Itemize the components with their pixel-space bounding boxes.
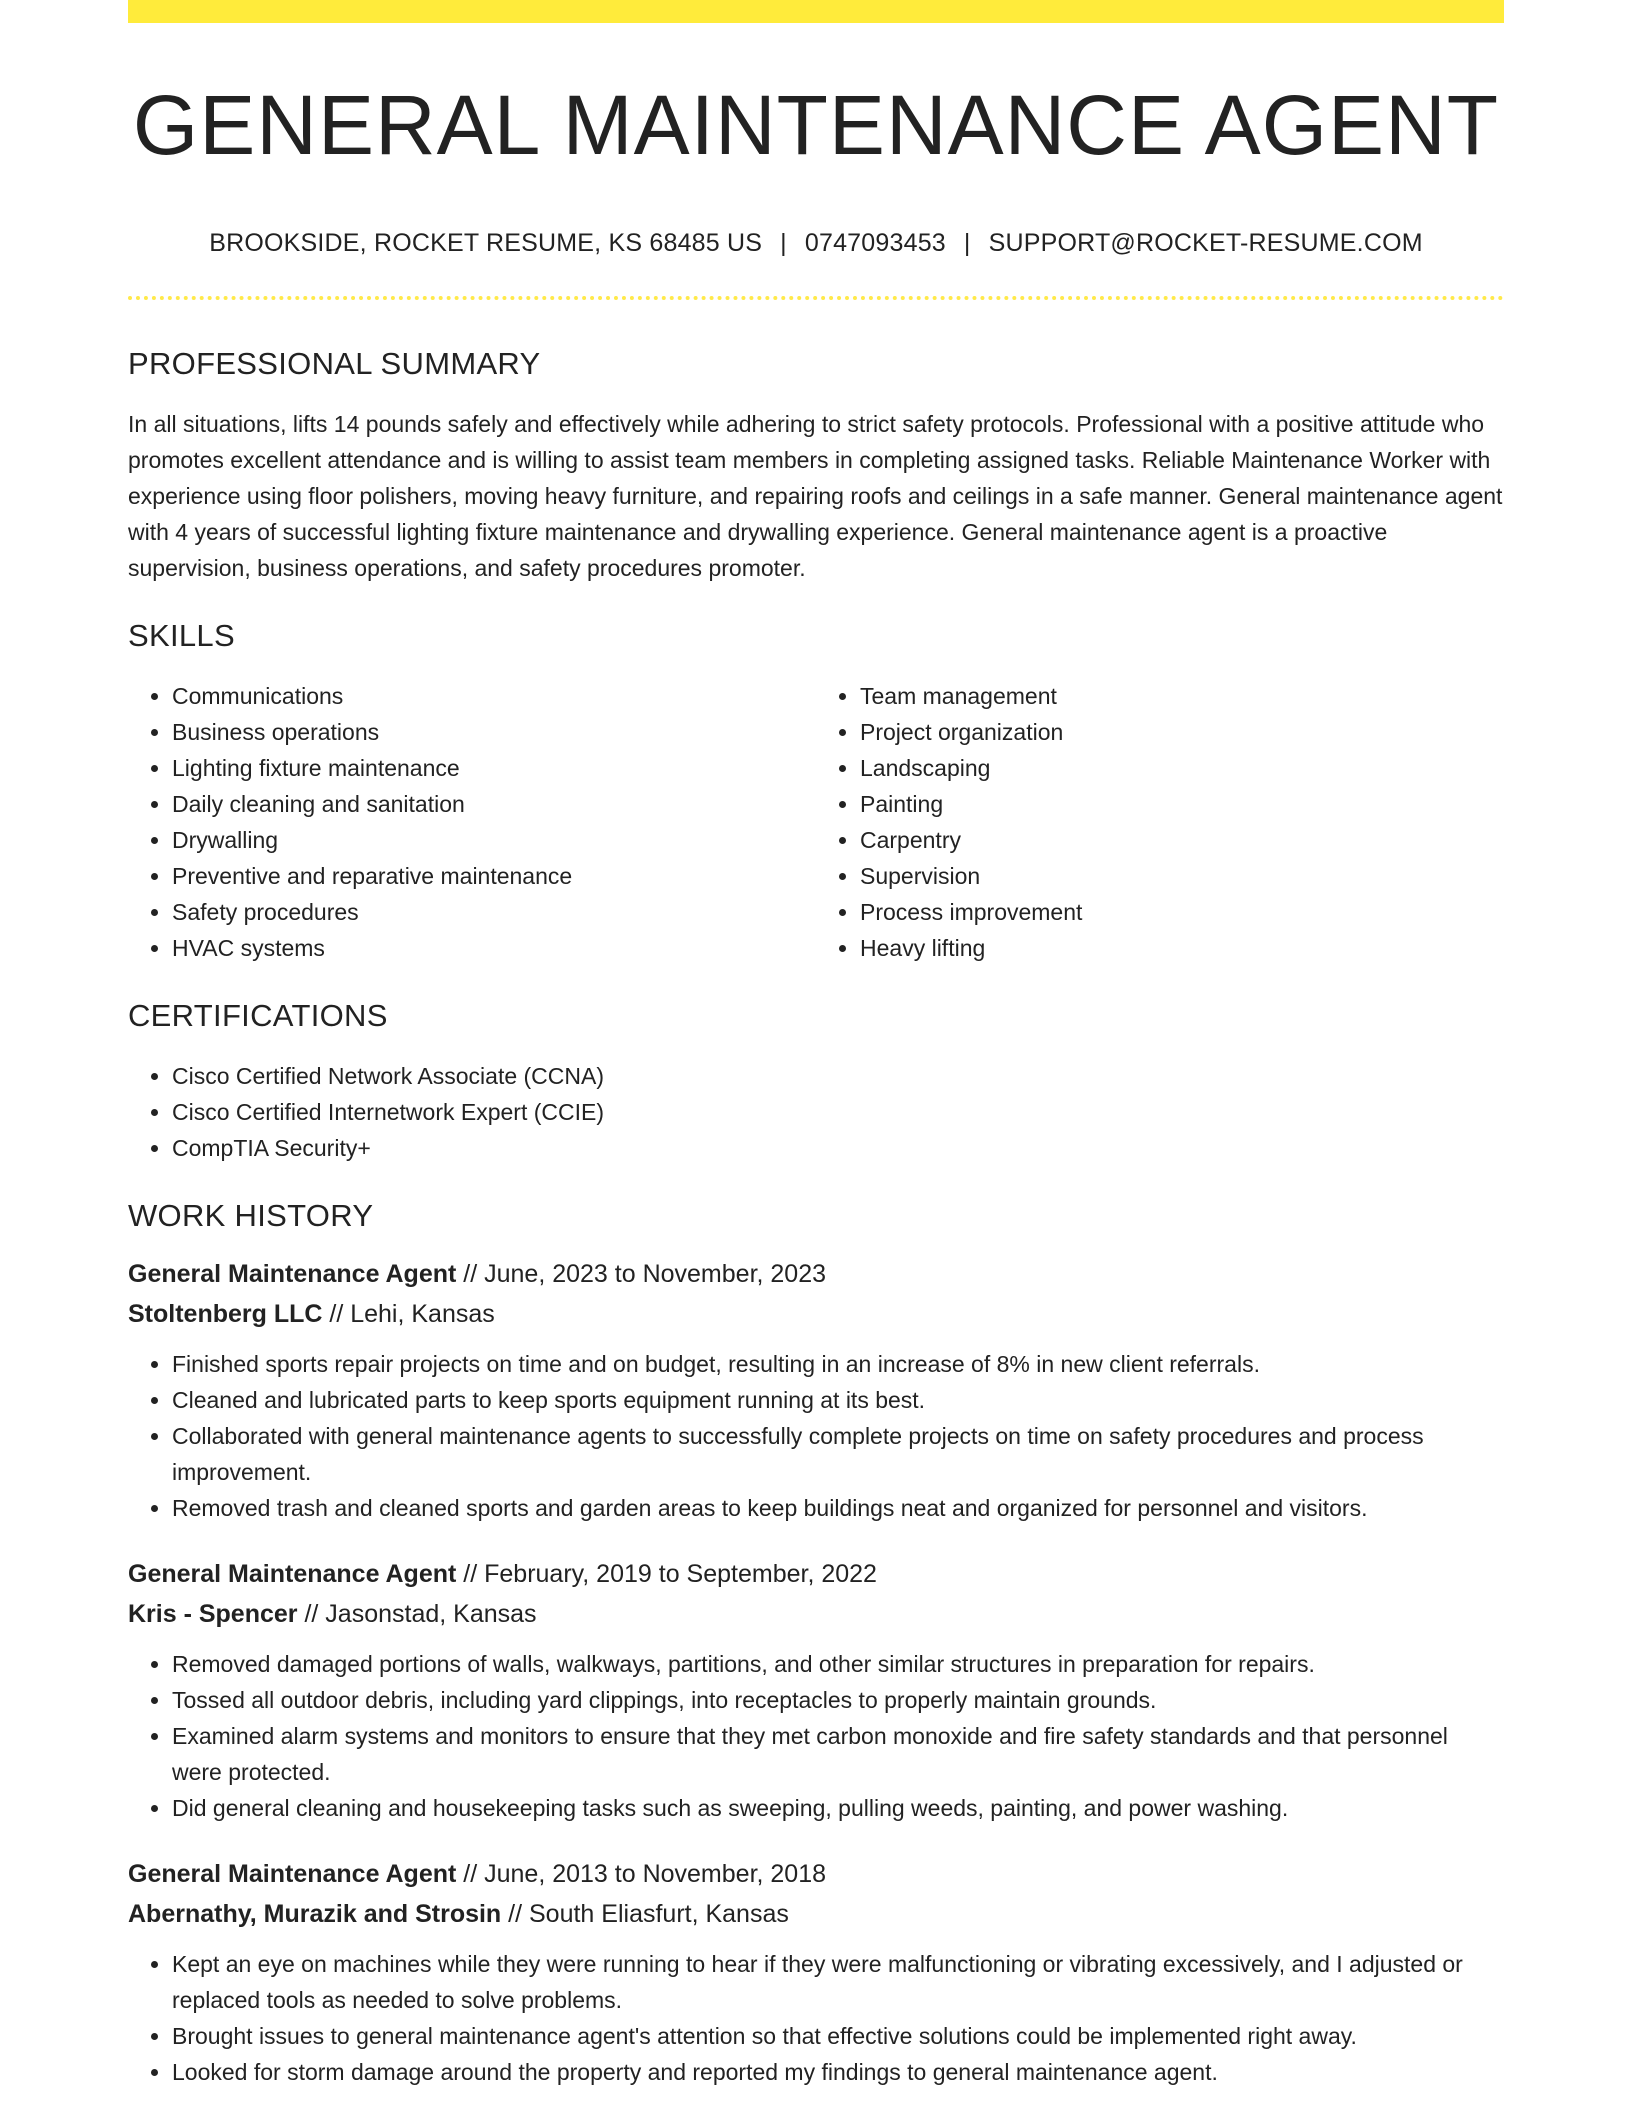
list-item: • CompTIA Security+: [172, 1130, 1504, 1166]
list-item: • Safety procedures: [172, 894, 816, 930]
contact-email: SUPPORT@ROCKET-RESUME.COM: [988, 229, 1423, 257]
job-role: General Maintenance Agent: [128, 1560, 457, 1588]
job-title-line: [128, 1254, 1504, 1294]
list-item: • Removed damaged portions of walls, walkways, partitions, and other similar structures in preparation for repairs.: [172, 1646, 1504, 1682]
job-dates: // February, 2019 to September, 2022: [456, 1560, 877, 1588]
list-item: • Preventive and reparative maintenance: [172, 858, 816, 894]
list-item: • Heavy lifting: [860, 930, 1504, 966]
contact-address: BROOKSIDE, ROCKET RESUME, KS 68485 US: [209, 229, 763, 257]
job-dates: // June, 2023 to November, 2023: [456, 1260, 827, 1288]
job-company: Stoltenberg LLC: [128, 1300, 323, 1328]
job-bullets: [128, 1946, 1504, 2090]
job-location: // Lehi, Kansas: [322, 1300, 495, 1328]
certifications-heading: CERTIFICATIONS: [128, 998, 388, 1033]
list-item: • Process improvement: [860, 894, 1504, 930]
list-item: • Daily cleaning and sanitation: [172, 786, 816, 822]
job-company-line: [128, 1894, 1504, 1934]
contact-phone: 0747093453: [804, 229, 946, 257]
list-item: • Painting: [860, 786, 1504, 822]
job-role: General Maintenance Agent: [128, 1260, 457, 1288]
list-item: • Landscaping: [860, 750, 1504, 786]
job-bullets: [128, 1646, 1504, 1826]
job-title-line: [128, 1854, 1504, 1894]
list-item: • Finished sports repair projects on time and on budget, resulting in an increase of 8% in new client referrals.: [172, 1346, 1504, 1382]
work-history-heading: WORK HISTORY: [128, 1198, 374, 1233]
list-item: • Drywalling: [172, 822, 816, 858]
job-entry: [128, 1554, 1504, 1826]
job-bullets: [128, 1346, 1504, 1526]
list-item: • Lighting fixture maintenance: [172, 750, 816, 786]
certifications-list: [128, 1058, 1504, 1166]
list-item: • Kept an eye on machines while they were running to hear if they were malfunctioning or vibrating excessively, and I adjusted or replaced tools as needed to solve problems.: [172, 1946, 1504, 2018]
list-item: • Removed trash and cleaned sports and garden areas to keep buildings neat and organized for personnel and visitors.: [172, 1490, 1504, 1526]
resume-name-title: GENERAL MAINTENANCE AGENT: [132, 78, 1500, 172]
top-accent-bar: [128, 0, 1504, 23]
list-item: • Project organization: [860, 714, 1504, 750]
list-item: • Did general cleaning and housekeeping tasks such as sweeping, pulling weeds, painting, and power washing.: [172, 1790, 1504, 1826]
dotted-divider: [128, 296, 1504, 300]
list-item: • Communications: [172, 678, 816, 714]
skills-heading: SKILLS: [128, 618, 235, 653]
skills-list: [128, 678, 1504, 966]
list-item: • Cisco Certified Internetwork Expert (CCIE): [172, 1094, 1504, 1130]
list-item: • Brought issues to general maintenance agent's attention so that effective solutions could be implemented right away.: [172, 2018, 1504, 2054]
job-dates: // June, 2013 to November, 2018: [456, 1860, 827, 1888]
list-item: • Business operations: [172, 714, 816, 750]
skills-column-right: [816, 678, 1504, 966]
skills-column-left: [128, 678, 816, 966]
job-company: Kris - Spencer: [128, 1600, 298, 1628]
list-item: • Collaborated with general maintenance agents to successfully complete projects on time on safety procedures and process improvement.: [172, 1418, 1504, 1490]
job-entry: [128, 1854, 1504, 2090]
list-item: • Examined alarm systems and monitors to ensure that they met carbon monoxide and fire safety standards and that personnel were protected.: [172, 1718, 1504, 1790]
list-item: • HVAC systems: [172, 930, 816, 966]
list-item: • Cleaned and lubricated parts to keep sports equipment running at its best.: [172, 1382, 1504, 1418]
job-company: Abernathy, Murazik and Strosin: [128, 1900, 502, 1928]
job-title-line: [128, 1554, 1504, 1594]
contact-line: [128, 229, 1504, 258]
job-location: // Jasonstad, Kansas: [297, 1600, 537, 1628]
contact-separator: |: [963, 229, 971, 257]
list-item: • Supervision: [860, 858, 1504, 894]
job-role: General Maintenance Agent: [128, 1860, 457, 1888]
job-company-line: [128, 1594, 1504, 1634]
list-item: • Looked for storm damage around the property and reported my findings to general maintenance agent.: [172, 2054, 1504, 2090]
job-entry: [128, 1254, 1504, 1526]
list-item: • Tossed all outdoor debris, including yard clippings, into receptacles to properly maintain grounds.: [172, 1682, 1504, 1718]
list-item: • Cisco Certified Network Associate (CCNA): [172, 1058, 1504, 1094]
list-item: • Carpentry: [860, 822, 1504, 858]
contact-separator: |: [780, 229, 787, 257]
summary-text: In all situations, lifts 14 pounds safely and effectively while adhering to strict safety protocols. Professional with a positive attitude who promotes excellent attendance and is willing to assist team members in completing assigned tasks. Reliable Maintenance Worker with experience using floor polishers, moving heavy furniture, and repairing roofs and ceilings in a safe manner. General maintenance agent with 4 years of successful lighting fixture maintenance and drywalling experience. General maintenance agent is a proactive supervision, business operations, and safety procedures promoter.: [128, 411, 1503, 581]
job-location: // South Eliasfurt, Kansas: [501, 1900, 789, 1928]
job-company-line: [128, 1294, 1504, 1334]
summary-heading: PROFESSIONAL SUMMARY: [128, 346, 541, 381]
resume-page: [128, 0, 1504, 2090]
list-item: • Team management: [860, 678, 1504, 714]
